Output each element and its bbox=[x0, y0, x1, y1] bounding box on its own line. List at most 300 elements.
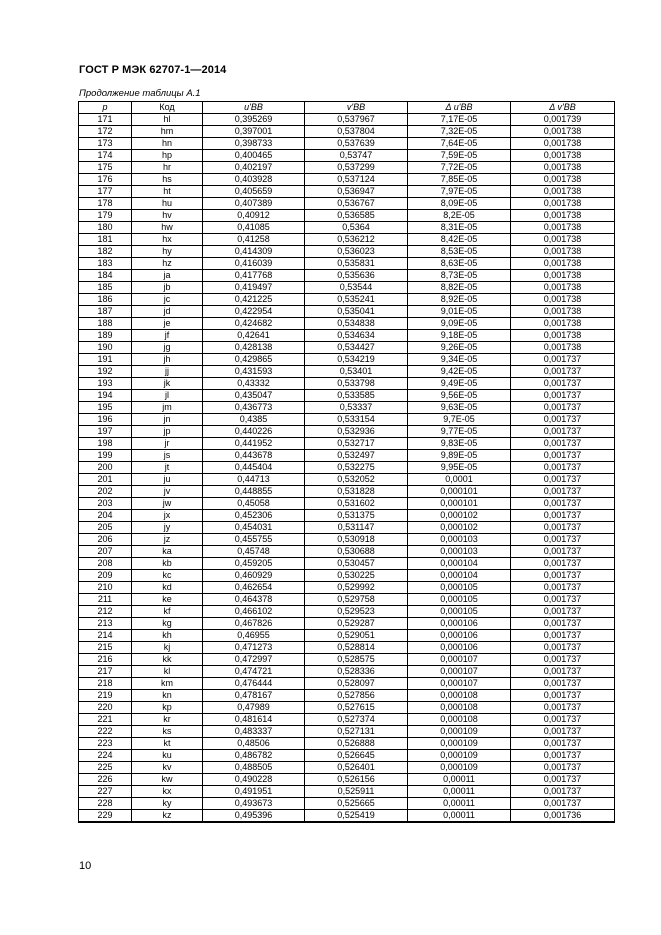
cell-v: 0,534219 bbox=[305, 354, 408, 366]
cell-delta-v: 0,001737 bbox=[511, 606, 615, 618]
cell-delta-u: 0,000109 bbox=[408, 726, 511, 738]
cell-code: kb bbox=[132, 558, 203, 570]
cell-delta-u: 9,7E-05 bbox=[408, 414, 511, 426]
cell-u: 0,429865 bbox=[203, 354, 305, 366]
cell-code: jy bbox=[132, 522, 203, 534]
cell-u: 0,42641 bbox=[203, 330, 305, 342]
cell-v: 0,53544 bbox=[305, 282, 408, 294]
cell-v: 0,531602 bbox=[305, 498, 408, 510]
table-row bbox=[79, 210, 615, 222]
cell-delta-v: 0,001738 bbox=[511, 342, 615, 354]
table-row bbox=[79, 402, 615, 414]
cell-delta-u: 7,59E-05 bbox=[408, 150, 511, 162]
cell-delta-u: 0,000108 bbox=[408, 690, 511, 702]
cell-delta-v: 0,001737 bbox=[511, 366, 615, 378]
cell-code: hz bbox=[132, 258, 203, 270]
table-row bbox=[79, 246, 615, 258]
cell-p: 216 bbox=[79, 654, 132, 666]
cell-delta-v: 0,001737 bbox=[511, 582, 615, 594]
cell-u: 0,45058 bbox=[203, 498, 305, 510]
cell-u: 0,397001 bbox=[203, 126, 305, 138]
cell-p: 200 bbox=[79, 462, 132, 474]
document-header: ГОСТ Р МЭК 62707-1—2014 bbox=[79, 64, 227, 76]
cell-p: 204 bbox=[79, 510, 132, 522]
cell-code: jc bbox=[132, 294, 203, 306]
cell-delta-v: 0,001737 bbox=[511, 462, 615, 474]
cell-code: kn bbox=[132, 690, 203, 702]
cell-p: 208 bbox=[79, 558, 132, 570]
table-row bbox=[79, 546, 615, 558]
cell-delta-v: 0,001737 bbox=[511, 510, 615, 522]
cell-delta-v: 0,001737 bbox=[511, 438, 615, 450]
table-row bbox=[79, 258, 615, 270]
cell-delta-u: 8,63E-05 bbox=[408, 258, 511, 270]
column-header-code: Код bbox=[132, 102, 203, 114]
table-row bbox=[79, 450, 615, 462]
cell-delta-u: 0,000101 bbox=[408, 498, 511, 510]
cell-code: kz bbox=[132, 810, 203, 823]
table-row bbox=[79, 534, 615, 546]
cell-code: hp bbox=[132, 150, 203, 162]
cell-delta-u: 7,17E-05 bbox=[408, 114, 511, 126]
table-row bbox=[79, 306, 615, 318]
table-row bbox=[79, 474, 615, 486]
cell-v: 0,537804 bbox=[305, 126, 408, 138]
cell-p: 171 bbox=[79, 114, 132, 126]
cell-delta-u: 0,000101 bbox=[408, 486, 511, 498]
table-row bbox=[79, 762, 615, 774]
cell-delta-u: 0,000105 bbox=[408, 582, 511, 594]
cell-v: 0,526401 bbox=[305, 762, 408, 774]
table-row bbox=[79, 330, 615, 342]
cell-code: jd bbox=[132, 306, 203, 318]
cell-delta-u: 0,000103 bbox=[408, 534, 511, 546]
table-row bbox=[79, 798, 615, 810]
cell-u: 0,416039 bbox=[203, 258, 305, 270]
cell-delta-v: 0,001737 bbox=[511, 534, 615, 546]
cell-u: 0,481614 bbox=[203, 714, 305, 726]
cell-code: jp bbox=[132, 426, 203, 438]
cell-v: 0,532052 bbox=[305, 474, 408, 486]
cell-v: 0,528575 bbox=[305, 654, 408, 666]
table-row bbox=[79, 342, 615, 354]
cell-p: 195 bbox=[79, 402, 132, 414]
cell-code: kx bbox=[132, 786, 203, 798]
cell-delta-u: 0,000107 bbox=[408, 678, 511, 690]
cell-p: 211 bbox=[79, 594, 132, 606]
cell-delta-v: 0,001737 bbox=[511, 714, 615, 726]
cell-p: 197 bbox=[79, 426, 132, 438]
cell-delta-u: 0,00011 bbox=[408, 810, 511, 823]
cell-u: 0,422954 bbox=[203, 306, 305, 318]
cell-v: 0,534838 bbox=[305, 318, 408, 330]
cell-delta-u: 9,34E-05 bbox=[408, 354, 511, 366]
cell-u: 0,459205 bbox=[203, 558, 305, 570]
cell-p: 225 bbox=[79, 762, 132, 774]
cell-u: 0,474721 bbox=[203, 666, 305, 678]
cell-delta-u: 8,53E-05 bbox=[408, 246, 511, 258]
cell-delta-u: 9,77E-05 bbox=[408, 426, 511, 438]
table-row bbox=[79, 738, 615, 750]
cell-p: 191 bbox=[79, 354, 132, 366]
cell-code: jj bbox=[132, 366, 203, 378]
table-row bbox=[79, 270, 615, 282]
cell-code: jx bbox=[132, 510, 203, 522]
cell-delta-v: 0,001737 bbox=[511, 642, 615, 654]
cell-u: 0,476444 bbox=[203, 678, 305, 690]
table-row bbox=[79, 390, 615, 402]
table-row bbox=[79, 486, 615, 498]
table-row bbox=[79, 114, 615, 126]
cell-v: 0,532497 bbox=[305, 450, 408, 462]
cell-delta-v: 0,001737 bbox=[511, 618, 615, 630]
cell-delta-v: 0,001737 bbox=[511, 738, 615, 750]
cell-p: 175 bbox=[79, 162, 132, 174]
cell-delta-v: 0,001737 bbox=[511, 522, 615, 534]
cell-u: 0,4385 bbox=[203, 414, 305, 426]
table-row bbox=[79, 150, 615, 162]
table-row bbox=[79, 666, 615, 678]
cell-delta-v: 0,001737 bbox=[511, 690, 615, 702]
table-row bbox=[79, 498, 615, 510]
table-row bbox=[79, 786, 615, 798]
cell-code: jh bbox=[132, 354, 203, 366]
cell-delta-u: 0,000104 bbox=[408, 558, 511, 570]
cell-u: 0,478167 bbox=[203, 690, 305, 702]
column-header-delta-v: Δ v'BB bbox=[511, 102, 615, 114]
cell-delta-v: 0,001738 bbox=[511, 222, 615, 234]
cell-delta-v: 0,001738 bbox=[511, 210, 615, 222]
cell-code: kl bbox=[132, 666, 203, 678]
cell-u: 0,419497 bbox=[203, 282, 305, 294]
page-number: 10 bbox=[79, 860, 92, 872]
cell-v: 0,526645 bbox=[305, 750, 408, 762]
cell-p: 217 bbox=[79, 666, 132, 678]
cell-v: 0,528814 bbox=[305, 642, 408, 654]
cell-v: 0,533798 bbox=[305, 378, 408, 390]
cell-v: 0,529523 bbox=[305, 606, 408, 618]
cell-v: 0,529992 bbox=[305, 582, 408, 594]
cell-delta-v: 0,001737 bbox=[511, 594, 615, 606]
cell-code: kr bbox=[132, 714, 203, 726]
cell-delta-v: 0,001738 bbox=[511, 330, 615, 342]
cell-u: 0,491951 bbox=[203, 786, 305, 798]
cell-v: 0,528097 bbox=[305, 678, 408, 690]
cell-code: hn bbox=[132, 138, 203, 150]
table-row bbox=[79, 714, 615, 726]
column-header-delta-u: Δ u'BB bbox=[408, 102, 511, 114]
cell-code: kc bbox=[132, 570, 203, 582]
cell-p: 198 bbox=[79, 438, 132, 450]
cell-delta-v: 0,001737 bbox=[511, 486, 615, 498]
cell-v: 0,537124 bbox=[305, 174, 408, 186]
cell-code: hv bbox=[132, 210, 203, 222]
cell-code: jn bbox=[132, 414, 203, 426]
cell-u: 0,466102 bbox=[203, 606, 305, 618]
cell-u: 0,441952 bbox=[203, 438, 305, 450]
table-row bbox=[79, 354, 615, 366]
cell-code: ke bbox=[132, 594, 203, 606]
cell-p: 192 bbox=[79, 366, 132, 378]
cell-p: 227 bbox=[79, 786, 132, 798]
cell-code: jr bbox=[132, 438, 203, 450]
cell-u: 0,471273 bbox=[203, 642, 305, 654]
cell-delta-v: 0,001738 bbox=[511, 282, 615, 294]
cell-v: 0,533154 bbox=[305, 414, 408, 426]
cell-v: 0,537299 bbox=[305, 162, 408, 174]
cell-code: hs bbox=[132, 174, 203, 186]
table-row bbox=[79, 414, 615, 426]
cell-delta-u: 0,000106 bbox=[408, 642, 511, 654]
cell-v: 0,532717 bbox=[305, 438, 408, 450]
cell-code: jz bbox=[132, 534, 203, 546]
cell-code: kg bbox=[132, 618, 203, 630]
cell-p: 194 bbox=[79, 390, 132, 402]
cell-p: 205 bbox=[79, 522, 132, 534]
table-row bbox=[79, 810, 615, 823]
cell-delta-u: 8,09E-05 bbox=[408, 198, 511, 210]
cell-delta-u: 0,000108 bbox=[408, 714, 511, 726]
table-caption: Продолжение таблицы А.1 bbox=[79, 88, 201, 99]
cell-code: js bbox=[132, 450, 203, 462]
cell-delta-v: 0,001737 bbox=[511, 426, 615, 438]
cell-p: 229 bbox=[79, 810, 132, 823]
cell-p: 185 bbox=[79, 282, 132, 294]
cell-u: 0,417768 bbox=[203, 270, 305, 282]
table-row bbox=[79, 318, 615, 330]
cell-u: 0,405659 bbox=[203, 186, 305, 198]
cell-code: ky bbox=[132, 798, 203, 810]
cell-delta-v: 0,001736 bbox=[511, 810, 615, 823]
cell-v: 0,531375 bbox=[305, 510, 408, 522]
cell-u: 0,435047 bbox=[203, 390, 305, 402]
cell-delta-u: 9,83E-05 bbox=[408, 438, 511, 450]
cell-p: 179 bbox=[79, 210, 132, 222]
cell-delta-u: 7,85E-05 bbox=[408, 174, 511, 186]
cell-delta-v: 0,001737 bbox=[511, 774, 615, 786]
cell-v: 0,525911 bbox=[305, 786, 408, 798]
cell-u: 0,45748 bbox=[203, 546, 305, 558]
cell-u: 0,395269 bbox=[203, 114, 305, 126]
cell-delta-u: 7,72E-05 bbox=[408, 162, 511, 174]
cell-p: 214 bbox=[79, 630, 132, 642]
cell-p: 186 bbox=[79, 294, 132, 306]
cell-u: 0,460929 bbox=[203, 570, 305, 582]
cell-v: 0,525419 bbox=[305, 810, 408, 823]
cell-u: 0,431593 bbox=[203, 366, 305, 378]
cell-v: 0,527131 bbox=[305, 726, 408, 738]
cell-delta-u: 0,000104 bbox=[408, 570, 511, 582]
cell-v: 0,528336 bbox=[305, 666, 408, 678]
cell-delta-v: 0,001738 bbox=[511, 126, 615, 138]
cell-delta-v: 0,001738 bbox=[511, 306, 615, 318]
cell-u: 0,452306 bbox=[203, 510, 305, 522]
cell-p: 203 bbox=[79, 498, 132, 510]
cell-delta-u: 0,000106 bbox=[408, 630, 511, 642]
cell-v: 0,527615 bbox=[305, 702, 408, 714]
cell-v: 0,53401 bbox=[305, 366, 408, 378]
cell-code: kw bbox=[132, 774, 203, 786]
cell-delta-u: 8,2E-05 bbox=[408, 210, 511, 222]
cell-delta-u: 8,31E-05 bbox=[408, 222, 511, 234]
cell-p: 212 bbox=[79, 606, 132, 618]
cell-p: 228 bbox=[79, 798, 132, 810]
cell-delta-v: 0,001737 bbox=[511, 654, 615, 666]
cell-p: 178 bbox=[79, 198, 132, 210]
column-header-u: u'BB bbox=[203, 102, 305, 114]
table-row bbox=[79, 774, 615, 786]
cell-p: 224 bbox=[79, 750, 132, 762]
cell-p: 188 bbox=[79, 318, 132, 330]
column-header-v: v'BB bbox=[305, 102, 408, 114]
cell-p: 189 bbox=[79, 330, 132, 342]
cell-p: 174 bbox=[79, 150, 132, 162]
cell-v: 0,526888 bbox=[305, 738, 408, 750]
cell-u: 0,488505 bbox=[203, 762, 305, 774]
cell-code: kj bbox=[132, 642, 203, 654]
cell-u: 0,454031 bbox=[203, 522, 305, 534]
cell-v: 0,535241 bbox=[305, 294, 408, 306]
cell-delta-v: 0,001738 bbox=[511, 318, 615, 330]
cell-p: 223 bbox=[79, 738, 132, 750]
cell-delta-v: 0,001737 bbox=[511, 402, 615, 414]
cell-u: 0,467826 bbox=[203, 618, 305, 630]
cell-u: 0,43332 bbox=[203, 378, 305, 390]
cell-v: 0,536767 bbox=[305, 198, 408, 210]
cell-code: hx bbox=[132, 234, 203, 246]
cell-u: 0,41085 bbox=[203, 222, 305, 234]
cell-delta-v: 0,001739 bbox=[511, 114, 615, 126]
cell-u: 0,472997 bbox=[203, 654, 305, 666]
cell-u: 0,436773 bbox=[203, 402, 305, 414]
cell-code: km bbox=[132, 678, 203, 690]
cell-code: jb bbox=[132, 282, 203, 294]
table-row bbox=[79, 186, 615, 198]
cell-u: 0,455755 bbox=[203, 534, 305, 546]
cell-delta-u: 0,0001 bbox=[408, 474, 511, 486]
cell-u: 0,398733 bbox=[203, 138, 305, 150]
cell-delta-u: 0,000106 bbox=[408, 618, 511, 630]
cell-v: 0,529051 bbox=[305, 630, 408, 642]
cell-v: 0,526156 bbox=[305, 774, 408, 786]
cell-v: 0,532275 bbox=[305, 462, 408, 474]
cell-p: 187 bbox=[79, 306, 132, 318]
cell-p: 199 bbox=[79, 450, 132, 462]
cell-v: 0,53337 bbox=[305, 402, 408, 414]
cell-delta-u: 9,09E-05 bbox=[408, 318, 511, 330]
table-row bbox=[79, 222, 615, 234]
table-header-row bbox=[79, 102, 615, 114]
cell-code: hu bbox=[132, 198, 203, 210]
cell-delta-v: 0,001738 bbox=[511, 138, 615, 150]
cell-delta-u: 0,000109 bbox=[408, 738, 511, 750]
cell-delta-u: 9,49E-05 bbox=[408, 378, 511, 390]
cell-v: 0,527374 bbox=[305, 714, 408, 726]
table-row bbox=[79, 690, 615, 702]
cell-v: 0,536023 bbox=[305, 246, 408, 258]
cell-v: 0,529758 bbox=[305, 594, 408, 606]
cell-delta-v: 0,001737 bbox=[511, 762, 615, 774]
cell-code: kp bbox=[132, 702, 203, 714]
cell-code: jf bbox=[132, 330, 203, 342]
cell-p: 213 bbox=[79, 618, 132, 630]
cell-v: 0,533585 bbox=[305, 390, 408, 402]
cell-p: 209 bbox=[79, 570, 132, 582]
cell-delta-v: 0,001737 bbox=[511, 390, 615, 402]
cell-delta-u: 0,000109 bbox=[408, 750, 511, 762]
cell-u: 0,402197 bbox=[203, 162, 305, 174]
cell-delta-v: 0,001738 bbox=[511, 234, 615, 246]
cell-delta-u: 0,000102 bbox=[408, 510, 511, 522]
cell-u: 0,495396 bbox=[203, 810, 305, 823]
table-row bbox=[79, 294, 615, 306]
table-row bbox=[79, 606, 615, 618]
cell-v: 0,530918 bbox=[305, 534, 408, 546]
cell-v: 0,537639 bbox=[305, 138, 408, 150]
cell-v: 0,536585 bbox=[305, 210, 408, 222]
table-row bbox=[79, 426, 615, 438]
table-row bbox=[79, 678, 615, 690]
cell-code: hm bbox=[132, 126, 203, 138]
table-row bbox=[79, 582, 615, 594]
cell-p: 202 bbox=[79, 486, 132, 498]
cell-v: 0,534634 bbox=[305, 330, 408, 342]
table-row bbox=[79, 558, 615, 570]
table-row bbox=[79, 702, 615, 714]
cell-code: hy bbox=[132, 246, 203, 258]
cell-code: kt bbox=[132, 738, 203, 750]
cell-v: 0,537967 bbox=[305, 114, 408, 126]
cell-p: 218 bbox=[79, 678, 132, 690]
cell-u: 0,464378 bbox=[203, 594, 305, 606]
cell-v: 0,531147 bbox=[305, 522, 408, 534]
cell-delta-v: 0,001737 bbox=[511, 678, 615, 690]
cell-u: 0,400465 bbox=[203, 150, 305, 162]
cell-p: 183 bbox=[79, 258, 132, 270]
cell-delta-u: 7,32E-05 bbox=[408, 126, 511, 138]
cell-p: 207 bbox=[79, 546, 132, 558]
cell-u: 0,403928 bbox=[203, 174, 305, 186]
cell-u: 0,462654 bbox=[203, 582, 305, 594]
cell-v: 0,5364 bbox=[305, 222, 408, 234]
cell-u: 0,47989 bbox=[203, 702, 305, 714]
cell-code: kk bbox=[132, 654, 203, 666]
cell-code: je bbox=[132, 318, 203, 330]
cell-v: 0,531828 bbox=[305, 486, 408, 498]
cell-code: ht bbox=[132, 186, 203, 198]
cell-code: jv bbox=[132, 486, 203, 498]
cell-code: ja bbox=[132, 270, 203, 282]
cell-v: 0,536212 bbox=[305, 234, 408, 246]
cell-delta-u: 0,000102 bbox=[408, 522, 511, 534]
cell-delta-u: 9,42E-05 bbox=[408, 366, 511, 378]
cell-v: 0,535041 bbox=[305, 306, 408, 318]
cell-p: 222 bbox=[79, 726, 132, 738]
table-row bbox=[79, 234, 615, 246]
cell-delta-v: 0,001738 bbox=[511, 270, 615, 282]
cell-delta-u: 0,000105 bbox=[408, 606, 511, 618]
cell-p: 182 bbox=[79, 246, 132, 258]
cell-delta-u: 7,97E-05 bbox=[408, 186, 511, 198]
cell-delta-u: 8,73E-05 bbox=[408, 270, 511, 282]
cell-delta-u: 9,95E-05 bbox=[408, 462, 511, 474]
table-row bbox=[79, 726, 615, 738]
table-row bbox=[79, 522, 615, 534]
cell-delta-v: 0,001737 bbox=[511, 726, 615, 738]
cell-code: hw bbox=[132, 222, 203, 234]
cell-p: 172 bbox=[79, 126, 132, 138]
cell-delta-u: 8,92E-05 bbox=[408, 294, 511, 306]
